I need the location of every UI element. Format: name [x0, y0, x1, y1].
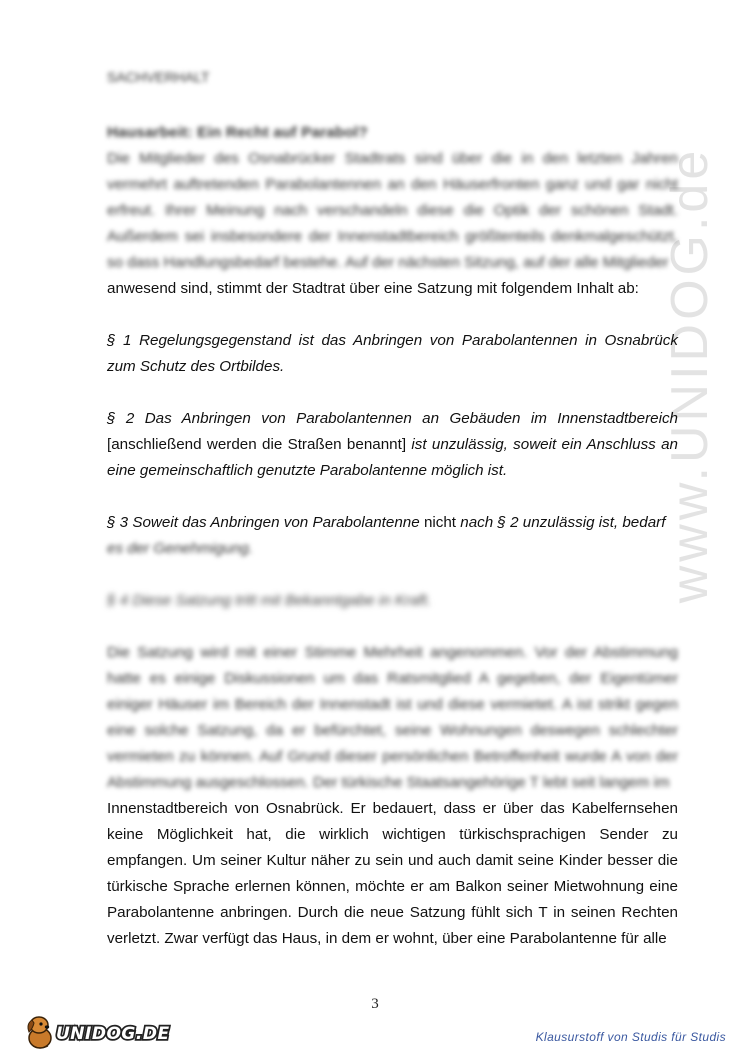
paragraph-2-part-a: § 2 Das Anbringen von Parabolantennen an Gebäuden im Innenstadtbereich [107, 410, 678, 427]
intro-visible: anwesend sind, stimmt der Stadtrat über eine Satzung mit folgendem Inhalt ab: [107, 280, 639, 297]
paragraph-3-blurred-text: es der Genehmigung. [107, 540, 254, 557]
dog-icon [22, 1012, 58, 1052]
body-visible: Innenstadtbereich von Osnabrück. Er bedauert, dass er über das Kabelfernsehen keine Möglichkeit hat, die wirklich wichtigen türkischsprachigen Sender zu empfangen. Um seiner Kultur näher zu sein und auch damit seine Kinder besser die türkische Sprache erlernen können, möchte er am Balkon seiner Mietwohnung eine Parabolantenne anbringen. Durch die neue Satzung fühlt sich T in seinen Rechten verletzt. Zwar verfügt das Haus, in dem er wohnt, über eine Parabolantenne für alle [107, 800, 678, 947]
paragraph-3-part-b: nicht [423, 514, 457, 531]
heading: Hausarbeit: Ein Recht auf Parabol? [107, 124, 368, 141]
document-body [107, 64, 678, 952]
paragraph-3 [107, 510, 678, 536]
paragraph-1-text: § 1 Regelungsgegenstand ist das Anbringen von Parabolantennen in Osnabrück zum Schutz des Ortbildes. [107, 332, 678, 375]
paragraph-4-text: § 4 Diese Satzung tritt mit Bekanntgabe in Kraft. [107, 592, 432, 609]
paragraph-2-part-c: ist unzulässig, soweit ein Anschluss an eine gemeinschaftlich genutzte Parabolantenne möglich ist. [107, 436, 678, 479]
footer-tagline: Klausurstoff von Studis für Studis [535, 1030, 726, 1044]
unidog-logo[interactable] [22, 1012, 170, 1052]
paragraph-3-blurred [107, 536, 678, 562]
body-blurred: Die Satzung wird mit einer Stimme Mehrheit angenommen. Vor der Abstimmung hatte es einige Diskussionen um das Ratsmitglied A gegeben, der Eigentümer einiger Häuser im Bereich der Innenstadt ist und diese vermietet. A ist strikt gegen eine solche Satzung, da er befürchtet, seine Wohnungen deswegen schlechter vermieten zu können. Auf Grund dieser persönlichen Betroffenheit wurde A von der Abstimmung ausgeschlossen. Der türkische Staatsangehörige T lebt seit langem im [107, 644, 678, 791]
paragraph-2 [107, 406, 678, 484]
logo-text: UNIDOG.DE [56, 1024, 170, 1044]
paragraph-3-part-c: nach § 2 unzulässig ist, bedarf [460, 514, 666, 531]
paragraph-4 [107, 588, 678, 614]
intro-blurred: Die Mitglieder des Osnabrücker Stadtrats sind über die in den letzten Jahren vermehrt auftretenden Parabolantennen an den Häuserfronten ganz und gar nicht erfreut. Ihrer Meinung nach verschandeln diese die Optik der schönen Stadt. Außerdem sei insbesondere der Innenstadtbereich größtenteils denkmalgeschützt, so dass Handlungsbedarf bestehe. Auf der nächsten Sitzung, auf der alle Mitglieder [107, 150, 678, 271]
section-label: SACHVERHALT [107, 69, 210, 85]
page-number: 3 [371, 996, 379, 1012]
watermark: www.UNIDOG.de [661, 146, 719, 604]
paragraph-2-part-b: [anschließend werden die Straßen benannt] [107, 436, 407, 453]
paragraph-1 [107, 328, 678, 380]
paragraph-3-part-a: § 3 Soweit das Anbringen von Parabolantenne [107, 514, 420, 531]
